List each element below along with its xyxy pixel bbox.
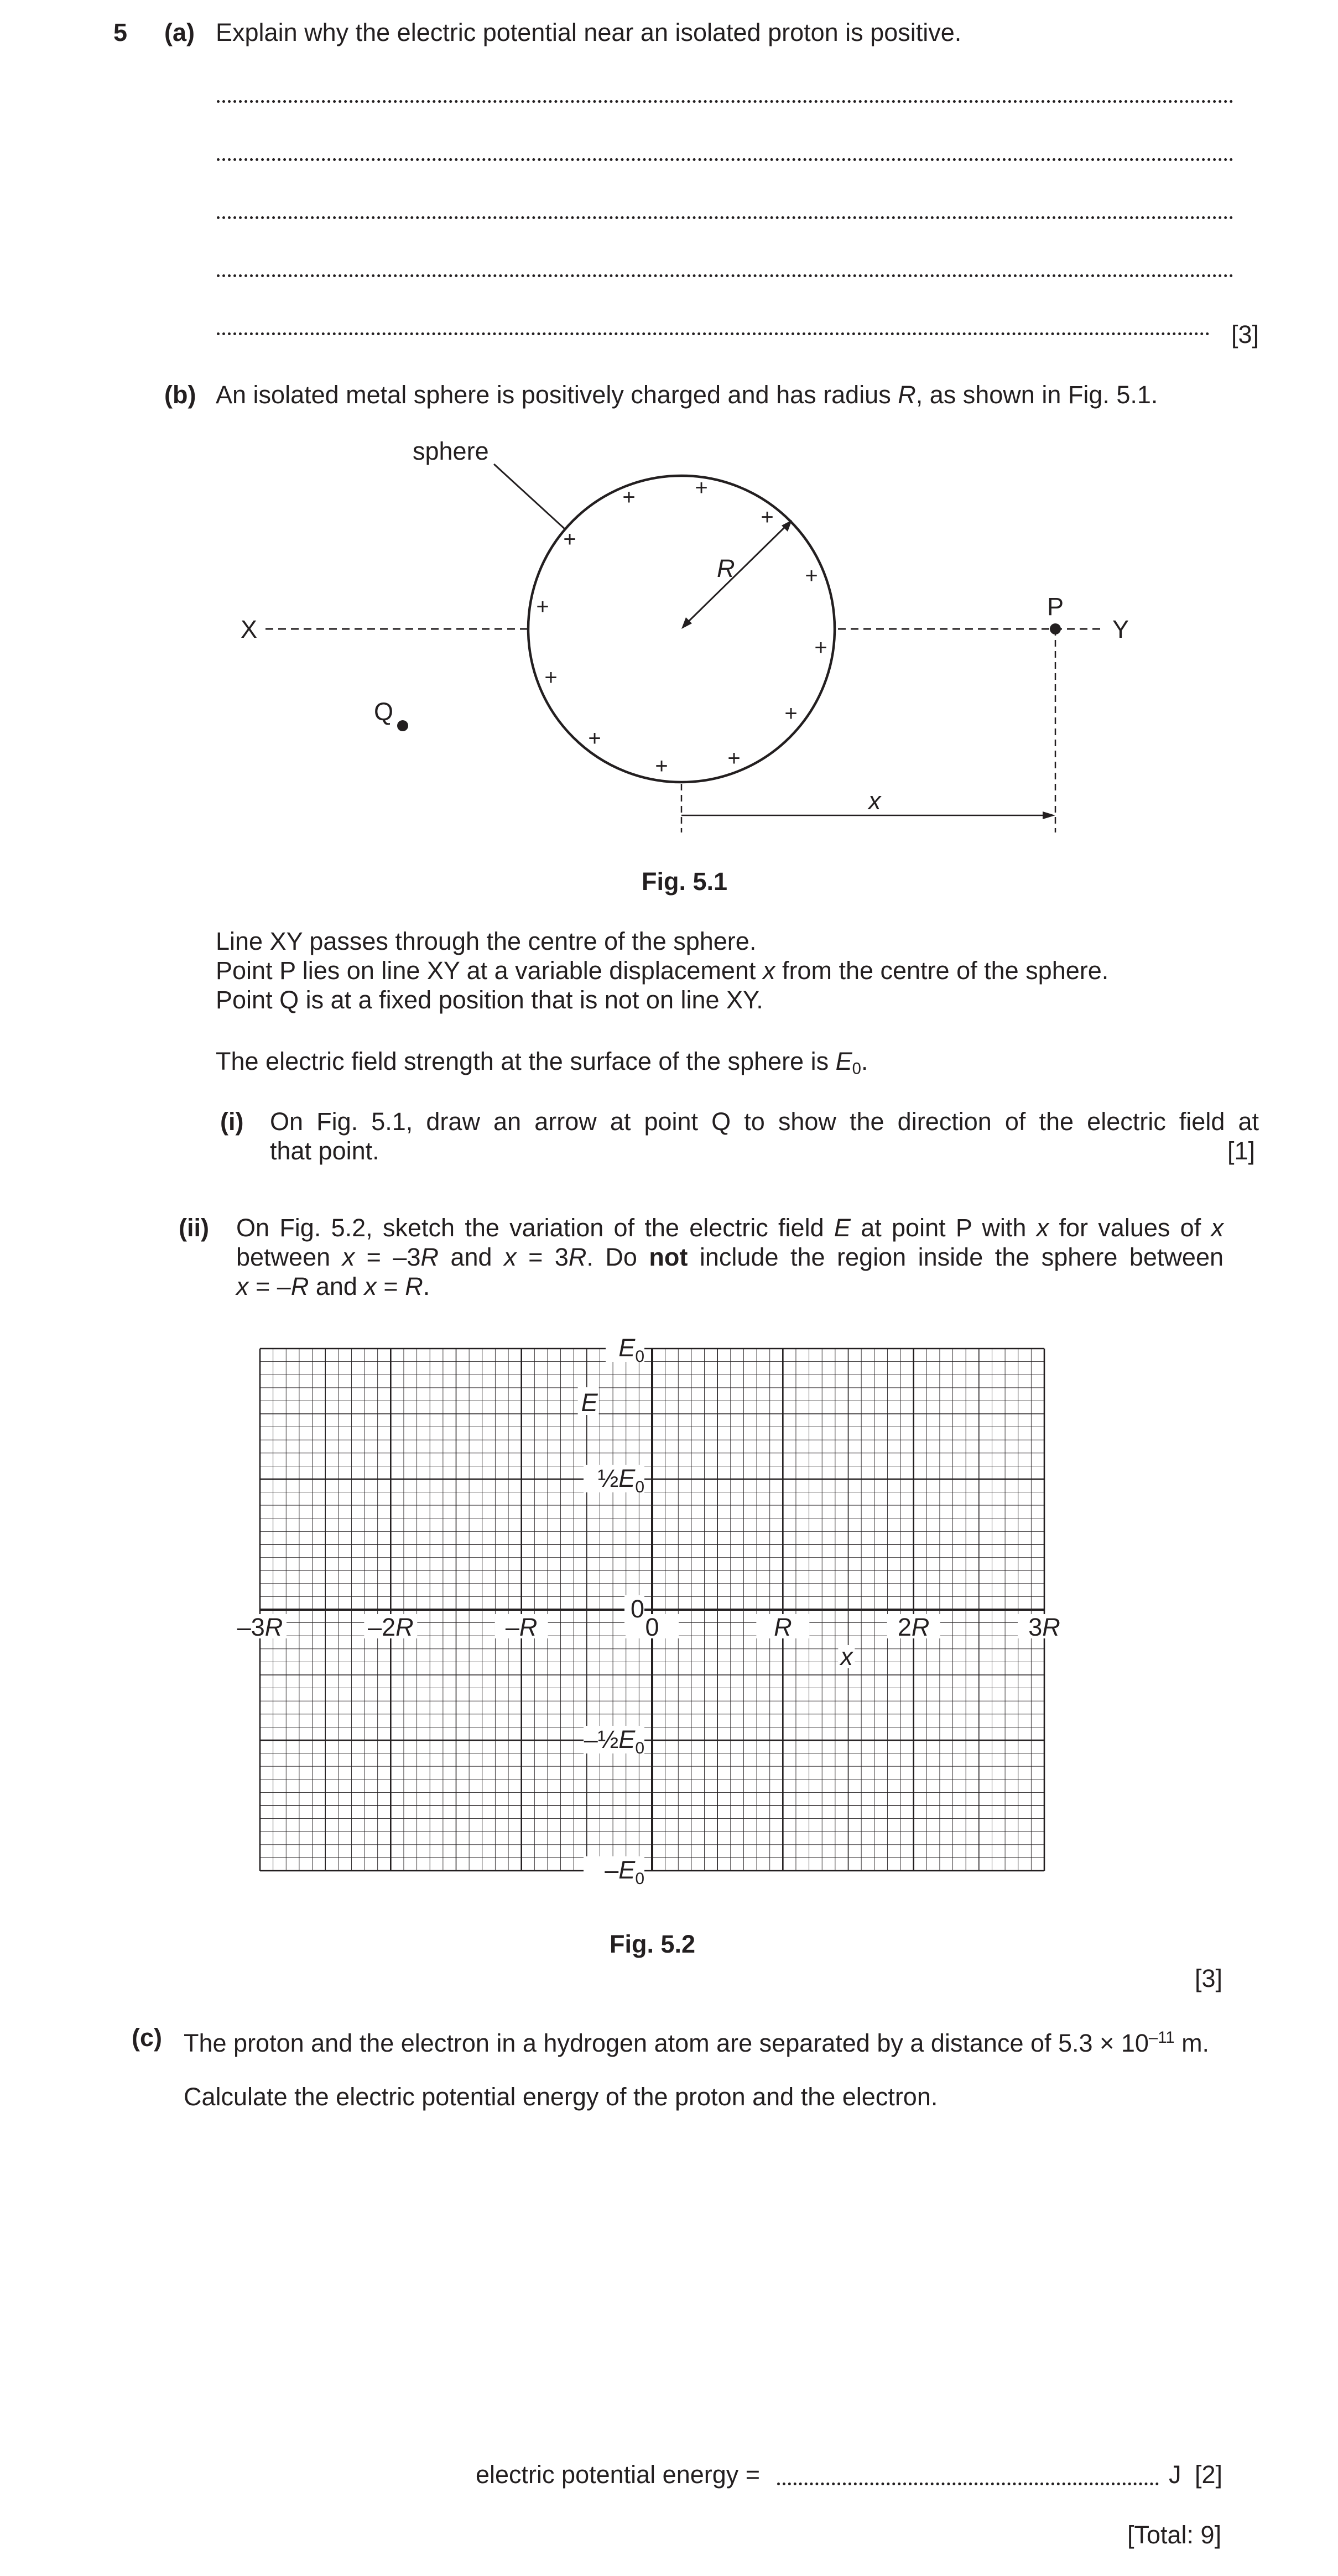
plus-sign-4: + xyxy=(563,527,576,551)
part-c-marks: [2] xyxy=(1195,2460,1223,2489)
plus-sign-12: + xyxy=(655,754,668,778)
part-b-line4: The electric field strength at the surface of the sphere is $E_0$. xyxy=(216,1047,868,1078)
point-q xyxy=(397,720,408,731)
sub-i-label: (i) xyxy=(220,1107,244,1136)
y-tick-label: $\frac{1}{2}E_0$ xyxy=(597,1464,644,1496)
sub-ii-line3: x = –R and x = R. xyxy=(236,1272,430,1300)
fig-5-2-caption: Fig. 5.2 xyxy=(610,1930,696,1958)
part-b-label: (b) xyxy=(164,381,196,409)
y-tick-label: 0 xyxy=(630,1595,644,1623)
sub-i-line2: that point. xyxy=(270,1137,379,1165)
x-tick-label: –3R xyxy=(237,1613,283,1641)
x-tick-label: –R xyxy=(505,1613,538,1641)
part-c-line2: Calculate the electric potential energy of the proton and the electron. xyxy=(184,2083,938,2111)
part-b-line3: Point Q is at a fixed position that is not on line XY. xyxy=(216,986,763,1014)
sub-i-line1: On Fig. 5.1, draw an arrow at point Q to show the direction of the electric field at xyxy=(270,1107,1259,1136)
part-a-label: (a) xyxy=(164,18,195,46)
x-displacement-label: x xyxy=(868,787,881,815)
sub-ii-marks: [3] xyxy=(1195,1964,1223,1992)
x-arrowhead xyxy=(1043,811,1055,819)
y-tick-label: $-E_0$ xyxy=(605,1856,644,1888)
plus-sign-3: + xyxy=(761,505,774,529)
x-axis-label: x xyxy=(840,1642,853,1671)
part-b-line2: Point P lies on line XY at a variable displacement x from the centre of the sphere. xyxy=(216,956,1109,985)
radius-label: R xyxy=(717,554,735,582)
part-c-line1: The proton and the electron in a hydrogen atom are separated by a distance of $5.3 \times 10^{-11}$ m. xyxy=(184,2029,1210,2058)
question-number: 5 xyxy=(113,18,128,46)
sub-ii-label: (ii) xyxy=(179,1214,209,1242)
part-a-question: Explain why the electric potential near an isolated proton is positive. xyxy=(216,18,962,46)
answer-label: electric potential energy = xyxy=(476,2460,761,2489)
x-end-label: X xyxy=(241,615,258,643)
plus-sign-10: + xyxy=(588,726,601,751)
sphere-label: sphere xyxy=(413,437,489,465)
sub-i-marks: [1] xyxy=(1227,1137,1256,1165)
sphere-leader-line xyxy=(494,464,566,530)
plus-sign-8: + xyxy=(544,665,558,690)
x-tick-label: –2R xyxy=(368,1613,414,1641)
fig-5-1-caption: Fig. 5.1 xyxy=(642,867,728,896)
y-tick-label: $-\frac{1}{2}E_0$ xyxy=(584,1725,644,1757)
point-p xyxy=(1050,623,1061,634)
sub-ii-line2: between x = –3R and x = 3R. Do not include the region inside the sphere between xyxy=(236,1243,1224,1271)
y-axis-label: E xyxy=(581,1388,598,1417)
part-b-question: An isolated metal sphere is positively charged and has radius R, as shown in Fig. 5.1. xyxy=(216,381,1158,409)
x-tick-label: 2R xyxy=(897,1613,930,1641)
answer-unit: J xyxy=(1169,2460,1181,2489)
plus-sign-9: + xyxy=(784,701,798,726)
p-label: P xyxy=(1047,592,1064,621)
total-marks: [Total: 9] xyxy=(1127,2521,1222,2549)
x-tick-label: 0 xyxy=(645,1613,659,1641)
plus-sign-11: + xyxy=(727,746,741,771)
plus-sign-1: + xyxy=(622,485,636,509)
y-tick-label: $E_0$ xyxy=(618,1334,644,1366)
plus-sign-5: + xyxy=(805,564,818,588)
plus-sign-7: + xyxy=(814,636,827,660)
x-tick-label: 3R xyxy=(1028,1613,1060,1641)
x-tick-label: R xyxy=(774,1613,792,1641)
q-label: Q xyxy=(374,698,394,726)
fig-5-1-diagram xyxy=(0,0,1338,863)
answer-line-c[interactable] xyxy=(777,2483,1159,2485)
plus-sign-6: + xyxy=(536,595,549,619)
plus-sign-2: + xyxy=(695,476,708,500)
part-b-line1: Line XY passes through the centre of the sphere. xyxy=(216,927,757,955)
part-a-marks: [3] xyxy=(1231,320,1259,348)
part-c-label: (c) xyxy=(132,2023,162,2052)
fig-5-2-graph[interactable] xyxy=(221,1328,1106,1903)
y-end-label: Y xyxy=(1112,615,1129,643)
sub-ii-line1: On Fig. 5.2, sketch the variation of the electric field E at point P with x for values of x xyxy=(236,1214,1224,1242)
